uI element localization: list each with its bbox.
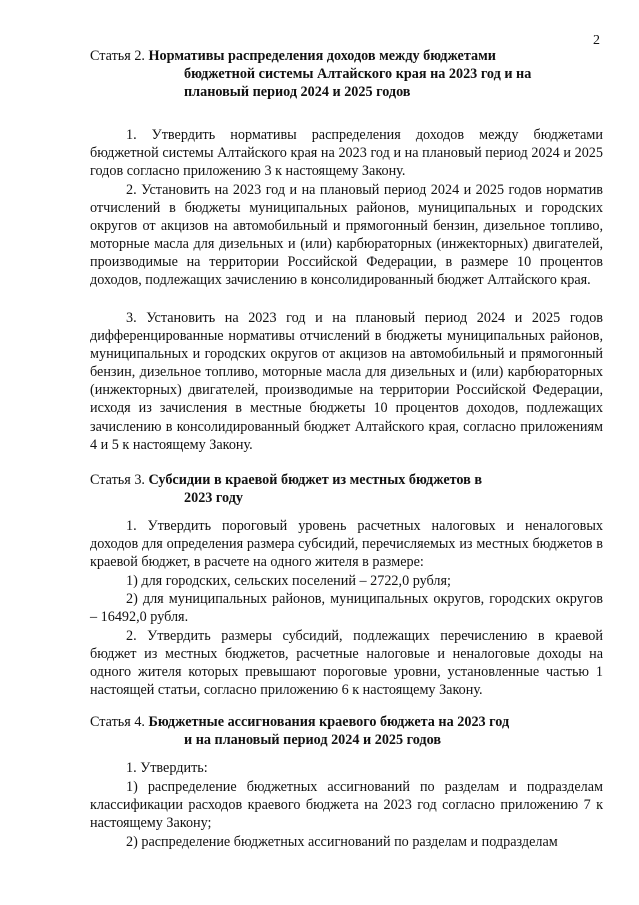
article-4-title-line2: и на плановый период 2024 и 2025 годов <box>184 732 442 748</box>
article-3-title-line2: 2023 году <box>184 490 243 506</box>
article-4-paragraph-1: 1. Утвердить: <box>126 760 208 776</box>
article-3-item-1: 1) для городских, сельских поселений – 2722,0 рубля; <box>126 573 451 589</box>
article-2-label: Статья 2. <box>90 48 145 64</box>
article-2-title-line3: плановый период 2024 и 2025 годов <box>184 84 411 100</box>
article-3-title-line1: Субсидии в краевой бюджет из местных бюджетов в <box>148 472 483 488</box>
article-4-item-2: 2) распределение бюджетных ассигнований по разделам и подразделам <box>126 834 558 850</box>
article-2-title-line2: бюджетной системы Алтайского края на 2023 год и на <box>184 66 532 82</box>
article-3-item-2: 2) для муниципальных районов, муниципальных округов, городских округов – 16492,0 рубля. <box>90 591 603 626</box>
article-2-title-line1: Нормативы распределения доходов между бюджетами <box>148 48 496 64</box>
article-4-label: Статья 4. <box>90 714 145 730</box>
article-3-heading <box>90 471 603 507</box>
article-4-heading <box>90 713 603 749</box>
page-number: 2 <box>593 33 600 48</box>
article-2-heading <box>90 47 603 101</box>
article-3-paragraph-1: 1. Утвердить пороговый уровень расчетных налоговых и неналоговых доходов для определения размера субсидий, перечисляемых из местных бюджетов в краевой бюджет, в расчете на одного жителя в размере: <box>90 518 603 571</box>
article-2-paragraph-1: 1. Утвердить нормативы распределения доходов между бюджетами бюджетной системы Алтайского края на 2023 год и на плановый период 2024 и 2025 годов согласно приложению 3 к настоящему Закону. <box>90 127 603 180</box>
article-3-label: Статья 3. <box>90 472 145 488</box>
article-4-item-1: 1) распределение бюджетных ассигнований по разделам и подразделам классификации расходов краевого бюджета на 2023 год согласно приложению 7 к настоящему Закону; <box>90 779 603 832</box>
article-3-paragraph-2: 2. Утвердить размеры субсидий, подлежащих перечислению в краевой бюджет из местных бюджетов, расчетные налоговые и неналоговые доходы на одного жителя которых превышают пороговые уровни, установленные частью 1 настоящей статьи, согласно приложению 6 к настоящему Закону. <box>90 628 603 699</box>
article-4-title-line1: Бюджетные ассигнования краевого бюджета на 2023 год <box>148 714 510 730</box>
article-2-paragraph-3: 3. Установить на 2023 год и на плановый период 2024 и 2025 годов дифференцированные нормативы отчислений в бюджеты муниципальных районов, муниципальных и городских округов от акцизов на автомобильный и прямогонный бензин, дизельное топливо, моторные масла для дизельных и (или) карбюраторных (инжекторных) двигателей, производимые на территории Российской Федерации, исходя из зачисления в местные бюджеты 10 процентов доходов, подлежащих зачислению в консолидированный бюджет Алтайского края, согласно приложениям 4 и 5 к настоящему Закону. <box>90 310 603 453</box>
article-2-paragraph-2: 2. Установить на 2023 год и на плановый период 2024 и 2025 годов норматив отчислений в бюджеты муниципальных районов, муниципальных и городских округов от акцизов на автомобильный и прямогонный бензин, дизельное топливо, моторные масла для дизельных и (или) карбюраторных (инжекторных) двигателей, производимые на территории Российской Федерации, в размере 10 процентов доходов, подлежащих зачислению в консолидированный бюджет Алтайского края. <box>90 182 603 289</box>
